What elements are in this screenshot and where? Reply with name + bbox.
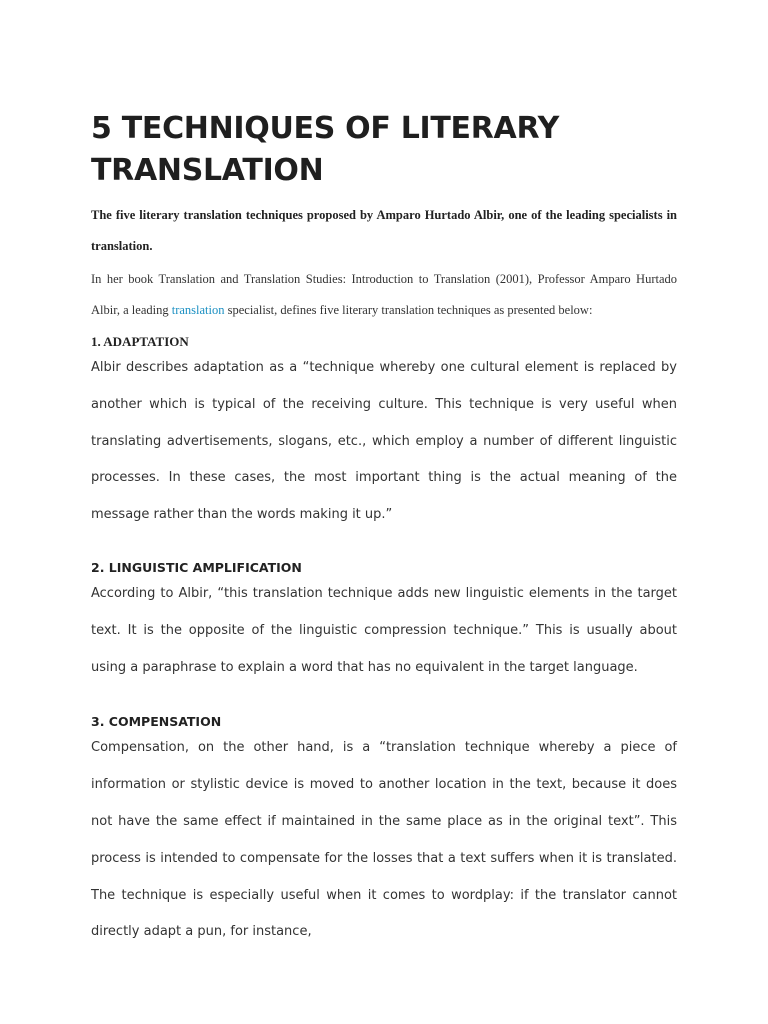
intro-text-after-link: specialist, defines five literary translation techniques as presented below:: [224, 303, 593, 317]
page-title: 5 TECHNIQUES OF LITERARY TRANSLATION: [91, 111, 560, 188]
translation-link[interactable]: translation: [171, 303, 225, 317]
section-heading: 2. LINGUISTIC AMPLIFICATION: [91, 559, 302, 575]
section-compensation: [91, 714, 677, 951]
intro-text-before-link: In her book Translation and Translation Studies: Introduction to Translation (2001), Professor Amparo Hurtado Albir, a leading: [91, 272, 677, 317]
document-page: [91, 108, 677, 951]
subtitle: The five literary translation techniques proposed by Amparo Hurtado Albir, one of the leading specialists in translation.: [91, 208, 677, 253]
section-body: Compensation, on the other hand, is a “translation technique whereby a piece of information or stylistic device is moved to another location in the text, because it does not have the same effect if maintained in the same place as in the original text”. This process is intended to compensate for the losses that a text suffers when it is translated. The technique is especially useful when it comes to wordplay: if the translator cannot directly adapt a pun, for instance,: [91, 740, 677, 940]
section-body: According to Albir, “this translation technique adds new linguistic elements in the target text. It is the opposite of the linguistic compression technique.” This is usually about using a paraphrase to explain a word that has no equivalent in the target language.: [91, 585, 677, 675]
intro-paragraph: [91, 264, 677, 326]
section-adaptation: [91, 334, 677, 534]
section-linguistic-amplification: [91, 560, 677, 686]
section-heading: 1. ADAPTATION: [91, 334, 189, 349]
section-heading: 3. COMPENSATION: [91, 714, 222, 730]
section-body: Albir describes adaptation as a “technique whereby one cultural element is replaced by another which is typical of the receiving culture. This technique is very useful when translating advertisements, slogans, etc., which employ a number of different linguistic processes. In these cases, the most important thing is the actual meaning of the message rather than the words making it up.”: [91, 360, 677, 523]
